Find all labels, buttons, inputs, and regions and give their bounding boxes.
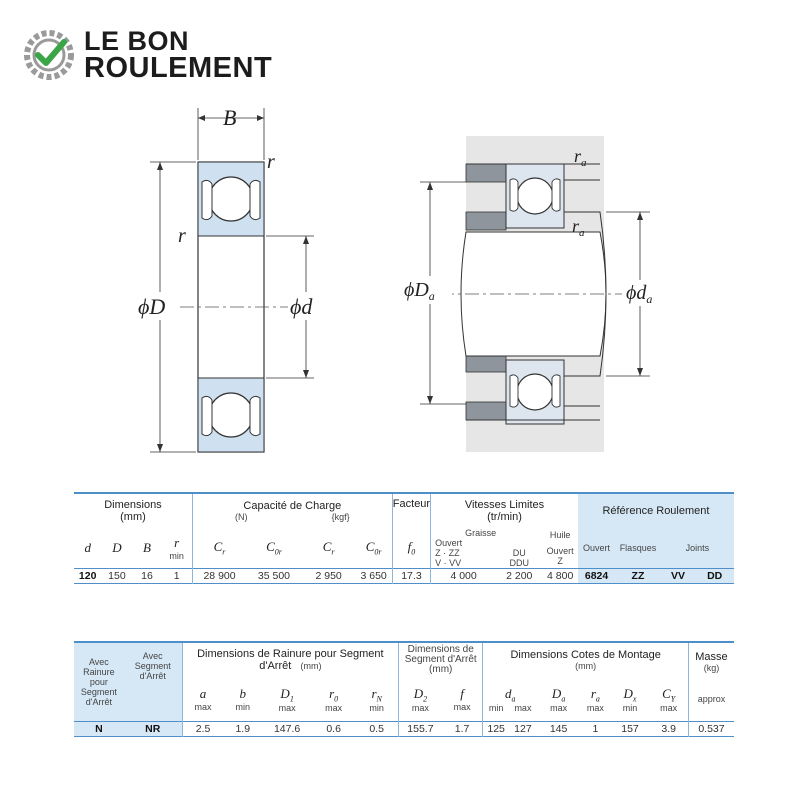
value-f0: 17.3 [392,569,430,584]
value-D: 150 [108,570,126,582]
value-Cr-kgf: 2 950 [315,570,342,582]
sym-d: d [84,540,91,555]
bearing-spec-table [74,492,734,584]
sym-C0r: $C_{0r}$ [266,539,282,557]
sym-f: f max [453,686,471,713]
brand-line2: ROULEMENT [84,52,273,84]
ref-open-header: Ouvert [578,528,615,569]
mount-dims-header: Dimensions Cotes de Montage (mm) [483,642,689,678]
brand-line1: LE BON [84,26,190,56]
speed-oil-header: Huile Ouvert Z [546,530,574,566]
bearing-section [180,162,290,452]
with-ring-header: Avec Segment d'Arrêt [124,642,182,722]
value-b: 1.9 [235,723,251,735]
value-ring: NR [124,722,182,737]
reference-header: Référence Roulement [578,493,734,528]
mounting-section [440,136,640,452]
value-ref-dd: DD [695,569,734,584]
value-ra: 1 [592,723,599,735]
sym-ra: $r_a$ max [586,685,604,714]
value-B: 16 [141,570,153,582]
value-D1: 147.6 [273,723,301,735]
sym-a: a max [182,678,223,722]
value-d: 120 [78,570,97,582]
value-ref-vv: VV [661,569,696,584]
ref-shields-header: Flasques [615,528,660,569]
value-ref-shields: ZZ [615,569,660,584]
sym-B: B [142,540,151,555]
sym-D1: $D_1$ max [278,685,296,714]
mass-header: Masse (kg) [688,642,734,678]
sym-f0: $f_0$ [392,528,430,569]
sym-Da: $D_a$ max [550,685,568,714]
sym-C0r-kgf: $C_{0r}$ [365,539,382,557]
value-r: 1 [173,570,180,582]
sym-da: $d_a$ min max [483,678,537,722]
sym-D2: $D_2$ max [399,678,442,722]
value-mass: 0.537 [688,722,734,737]
sym-b: b min [235,686,251,713]
sym-r: r min [169,535,184,561]
ring-dims-header: Dimensions de Segment d'Arrêt (mm) [399,642,483,678]
speed-grease-open-header: Graisse Ouvert Z · ZZ V · VV [431,528,497,569]
sym-mass: approx [688,678,734,722]
value-ref-open: 6824 [578,569,615,584]
label-B: B [223,105,237,130]
factor-header: Facteur [392,493,430,528]
value-Dx: 157 [621,723,639,735]
value-da-min: 125 [483,722,509,737]
value-C0r-kgf: 3 650 [360,570,387,582]
value-D2: 155.7 [399,722,442,737]
label-phi-da: $\phi d_a$ [626,282,653,306]
sym-Dx: $D_x$ min [622,685,638,714]
value-speed-oil: 4 800 [547,570,574,582]
ref-seals-header: Joints [661,528,734,569]
label-r-left: r [178,225,186,247]
sym-D: D [112,540,122,555]
sym-rN: $r_N$ min [369,685,384,714]
speed-grease-du-header: DU DDU [509,548,530,568]
label-ra-mid: $r_a$ [572,216,585,239]
value-a: 2.5 [182,722,223,737]
value-Cr-n: 28 900 [192,569,246,584]
value-Da: 145 [549,723,568,735]
value-r0: 0.6 [326,723,341,735]
sym-Cr: $C_r$ [192,528,246,569]
with-groove-header: Avec Rainure pour Segment d'Arrêt [74,642,124,722]
label-phi-D: ϕD [138,294,166,319]
sym-Cr-kgf: $C_r$ [322,539,335,557]
dimensions-header: Dimensions (mm) [104,499,162,523]
value-rN: 0.5 [369,723,384,735]
sym-r0: $r_0$ max [325,685,343,714]
value-f: 1.7 [454,723,470,735]
capacity-header: Capacité de Charge (N) {kgf} [192,493,392,528]
label-ra-top: $r_a$ [574,146,587,169]
value-da-max: 127 [514,723,532,735]
value-speed-grease-du: 2 200 [506,570,533,582]
label-phi-Da: $\phi D_a$ [404,279,435,303]
snap-ring-table [74,641,734,737]
label-phi-d: ϕd [290,294,313,319]
sym-CY: $C_Y$ max [660,685,678,714]
groove-dims-header: Dimensions de Rainure pour Segment d'Arrêt (mm) [182,642,398,678]
value-C0r-n: 35 500 [257,570,291,582]
value-CY: 3.9 [661,723,676,735]
speeds-header: Vitesses Limites (tr/min) [431,493,578,528]
value-speed-grease-open: 4 000 [431,569,497,584]
value-groove: N [74,722,124,737]
label-r-top: r [267,151,275,173]
